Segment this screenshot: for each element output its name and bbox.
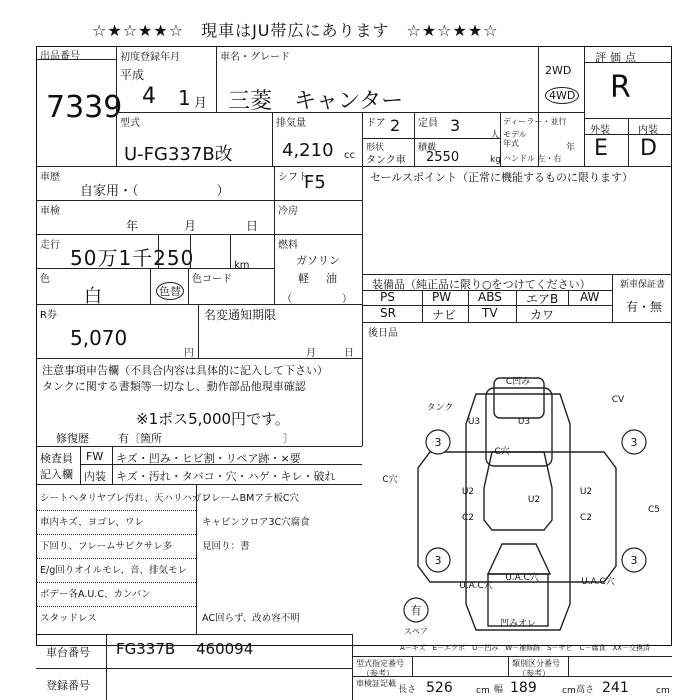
finding-right-2: 見回り：書 [202, 541, 250, 552]
recycle-value: 5,070 [70, 326, 128, 350]
registration-label: 登録番号 [46, 679, 90, 692]
color-value: 白 [84, 286, 102, 307]
repair-label: 修復歴 [56, 432, 89, 445]
diagram-bottom-label: 凹みオレ [499, 619, 537, 629]
model-label: 型式 [120, 118, 140, 129]
mark-c2-right: C2 [579, 513, 593, 523]
notes-line2: ※1ポス5,000円です。 [136, 410, 290, 428]
mark-c2-left: C2 [461, 513, 475, 523]
model-year-label: モデル年式 [503, 130, 527, 148]
spec-model-label: 型式指定番号 [356, 659, 404, 668]
exterior-value: E [594, 136, 608, 161]
inspector-fw-label: FW [86, 450, 104, 463]
shaken-month: 月 [184, 219, 197, 233]
usage-label: 車歴 [40, 172, 60, 183]
name-change-day: 日 [344, 348, 354, 359]
vehicle-damage-diagram [364, 368, 670, 644]
first-reg-label: 初度登録年月 [120, 52, 180, 63]
length-unit: cm [476, 686, 490, 696]
finding-left-3: E/g回りオイルモレ、音、排気モレ [40, 565, 187, 576]
notes-line1: タンクに関する書類等一切なし、動作部品他現車確認 [42, 380, 306, 393]
inspector-in-items: キズ・汚れ・タバコ・穴・ハゲ・キレ・破れ [116, 470, 336, 483]
mark-c5: C5 [647, 505, 661, 515]
mark-uac-center: U.A.C穴 [505, 573, 539, 583]
recycle-label: R券 [40, 310, 57, 321]
finding-left-2: 下回り、フレームサビクサレ多 [40, 541, 173, 552]
spare-sub-label: スペア [404, 627, 428, 636]
lot-label: 出品番号 [40, 51, 80, 62]
load-value: 2550 [426, 150, 460, 165]
mark-uac-right: U.A.C穴 [581, 577, 615, 587]
mark-u2-left: U2 [461, 487, 475, 497]
width-value: 189 [510, 680, 537, 696]
displacement-label: 排気量 [276, 118, 306, 129]
finding-right-1: キャビンフロア3C穴腐食 [202, 517, 310, 528]
class-no-label: 類別区分番号 [512, 659, 560, 668]
mark-c-hole-left: C穴 [382, 475, 398, 485]
height-label: 高さ [576, 685, 595, 695]
notes-label: 注意事項申告欄（不具合内容は具体的に記入して下さい） [42, 364, 328, 377]
first-reg-month-unit: 月 [194, 96, 208, 111]
mileage-value: 50万1千250 [70, 246, 195, 270]
name-change-month: 月 [306, 348, 316, 359]
inspector-in-label: 内装 [84, 470, 106, 483]
equip-leather: カワ [530, 308, 555, 322]
repair-value: 有〔箇所 〕 [118, 432, 294, 445]
car-name: 三菱 キャンター [228, 89, 404, 114]
fuel-paren: （ ） [282, 294, 352, 305]
header-banner: ☆★☆★★☆ 現車はJU帯広にあります ☆★☆★★☆ [92, 21, 499, 40]
chassis-label: 車台番号 [46, 646, 90, 659]
equip-sr: SR [380, 306, 396, 320]
diagram-tank-label: タンク [426, 403, 454, 413]
name-change-label: 名変通知期限 [204, 308, 277, 322]
model-value: U-FG337B改 [124, 144, 233, 165]
finding-left-0: シートヘタリヤブレ汚れ、天ハリハガレ [40, 493, 211, 504]
usage-value: 自家用・（ ） [80, 184, 230, 199]
equip-pw: PW [432, 290, 452, 304]
doors-value: 2 [390, 116, 401, 135]
interior-value: D [640, 136, 657, 161]
mileage-unit: km [234, 260, 250, 271]
length-label: 長さ [398, 685, 417, 695]
shaken-day: 日 [246, 219, 259, 233]
height-unit: cm [656, 686, 670, 696]
fuel-light: 軽 [298, 272, 309, 285]
equip-airbag: エアB [526, 292, 559, 306]
mark-c-hole-center: C穴 [494, 447, 510, 457]
diagram-top-label: C凹み [505, 377, 531, 387]
score-value: R [610, 70, 631, 105]
color-label: 色 [40, 274, 50, 285]
width-label: 幅 [494, 685, 504, 695]
doors-label: ドア [366, 118, 386, 129]
mark-u2-center: U2 [527, 495, 541, 505]
recycle-unit: 円 [184, 348, 194, 359]
tire-front-left-value: 3 [434, 436, 442, 449]
first-reg-era: 平成 [120, 68, 145, 82]
score-label: 評価点 [595, 51, 640, 64]
tire-rear-left-value: 3 [434, 554, 442, 567]
capacity-unit: 人 [490, 130, 500, 141]
handle-label: ハンドル 左・右 [503, 154, 562, 163]
mark-cv: CV [611, 395, 625, 405]
finding-right-5: AC回らず、改め容不明 [202, 613, 300, 624]
capacity-label: 定員 [418, 118, 438, 129]
drive-4wd: 4WD [545, 87, 579, 104]
tire-front-right-value: 3 [630, 436, 638, 449]
interior-label: 内装 [638, 125, 658, 136]
shaken-label: 車検 [40, 206, 60, 217]
chassis-prefix: FG337B [116, 640, 176, 658]
cooling-label: 冷房 [278, 206, 298, 217]
spec-model-ref: （参考） [362, 669, 394, 678]
load-label: 積載 [418, 143, 437, 153]
equip-navi: ナビ [432, 308, 457, 322]
shift-label: シフト [278, 172, 308, 183]
exterior-label: 外装 [590, 125, 610, 136]
first-reg-month: 1 [178, 86, 191, 110]
shape-value: タンク車 [366, 155, 406, 166]
finding-right-0: フレームBMアテ板C穴 [202, 493, 299, 504]
load-unit: kg [490, 155, 501, 165]
sales-point-label: セールスポイント（正常に機能するものに限ります） [370, 171, 634, 184]
postscript-label: 後日品 [368, 328, 398, 339]
fuel-gasoline: ガソリン [296, 254, 340, 267]
color-code-label: 色コード [192, 274, 232, 285]
dealer-label: ディーラー・並行 [503, 117, 567, 126]
tire-rear-right-value: 3 [630, 554, 638, 567]
model-year-unit: 年 [566, 143, 576, 153]
finding-left-1: 車内キズ、ヨゴレ、ワレ [40, 517, 144, 528]
displacement-value: 4,210 [282, 140, 334, 161]
shift-value: F5 [304, 172, 326, 193]
mark-u2-right: U2 [579, 487, 593, 497]
inspector-fw-items: キズ・凹み・ヒビ割・リペア跡・×要 [116, 452, 301, 465]
first-reg-year: 4 [142, 84, 156, 109]
color-change: 色替 [156, 282, 184, 300]
chassis-number: 460094 [196, 640, 254, 658]
shape-label: 形状 [366, 143, 385, 153]
warranty-value: 有・無 [626, 300, 663, 314]
equip-ps: PS [380, 290, 395, 304]
height-value: 241 [602, 680, 629, 696]
length-value: 526 [426, 680, 453, 696]
damage-legend: A－キズ E－エクボ U－凹み W－補修跡 S－サビ C－腐食 XX－交換済 [400, 644, 651, 652]
dimensions-note: 車検証記載 [356, 679, 396, 688]
fuel-label: 燃料 [278, 240, 298, 251]
car-name-label: 車名・グレード [220, 52, 290, 63]
spare-label: 有 [410, 604, 422, 617]
mark-uac-left: U.A.C穴 [459, 581, 493, 591]
shaken-year: 年 [126, 219, 139, 233]
equip-aw: AW [580, 290, 600, 304]
finding-left-5: スタッドレス [40, 613, 97, 624]
mileage-label: 走行 [40, 240, 60, 251]
class-no-ref: （参考） [518, 669, 550, 678]
equip-tv: TV [482, 306, 498, 320]
capacity-value: 3 [450, 116, 461, 135]
equipment-label: 装備品（純正品に限り○をつけてください） [372, 278, 591, 291]
lot-number: 7339 [46, 90, 123, 125]
finding-left-4: ボデー各A.U.C、カンバン [40, 589, 151, 600]
fuel-oil: 油 [326, 272, 337, 285]
displacement-unit: cc [344, 150, 355, 161]
mark-u3-center: U3 [517, 417, 531, 427]
equip-abs: ABS [478, 290, 502, 304]
inspector-label-2: 記入欄 [40, 468, 73, 481]
mark-u3-left: U3 [467, 417, 481, 427]
warranty-label: 新車保証書 [620, 280, 666, 290]
drive-2wd: 2WD [545, 64, 572, 77]
inspector-label-1: 検査員 [40, 452, 73, 465]
width-unit: cm [562, 686, 576, 696]
